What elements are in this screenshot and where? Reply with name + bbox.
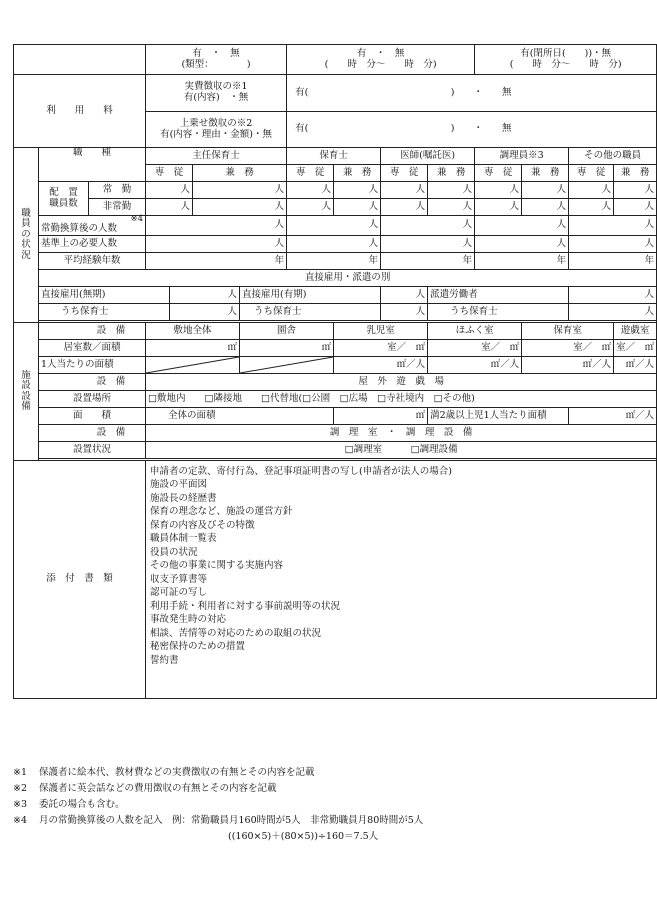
fte-row (14, 216, 657, 236)
person-field[interactable]: 人 (569, 236, 657, 253)
location-options[interactable]: □敷地内 □隣接地 □代替地(□公園 □広場 □寺社境内 □その他) (146, 391, 657, 408)
per-child-field[interactable]: ㎡／人 (614, 357, 657, 374)
year-field[interactable]: 年 (381, 253, 475, 270)
year-field[interactable]: 年 (569, 253, 657, 270)
na-cell (146, 357, 240, 374)
person-field[interactable]: 人 (193, 182, 287, 199)
person-field[interactable]: 人 (522, 182, 569, 199)
person-field[interactable]: 人 (569, 216, 657, 236)
room-area-field[interactable]: 室／ ㎡ (428, 340, 522, 357)
list-item: 認可証の写し (150, 587, 208, 599)
kitchen-row (14, 442, 657, 459)
na-cell (240, 357, 334, 374)
year-field[interactable]: 年 (287, 253, 381, 270)
parttime-row (14, 199, 657, 216)
fulltime-row (14, 182, 657, 199)
per-child-2yr-field[interactable]: ㎡／人 (569, 408, 657, 425)
attachments-label: 添 付 書 類 (14, 461, 146, 699)
person-field[interactable]: 人 (475, 199, 522, 216)
footnote-4: ※4 月の常勤換算後の人数を記入 例：常勤職員月160時間が5人 非常勤職員月80時間が5人 (13, 815, 424, 826)
footnote-3: ※3 委託の場合も含む。 (13, 799, 125, 810)
job-other: その他の職員 (569, 148, 657, 165)
kitchen-header-row (14, 425, 657, 442)
list-item: 収支予算書等 (150, 573, 208, 585)
person-field[interactable]: 人 (193, 199, 287, 216)
person-field[interactable]: 人 (614, 182, 657, 199)
senju-kenmu-row: 専 従 兼 務 専 従 兼 務 専 従 兼 務 専 従 兼 務 専 従 兼 務 (14, 165, 657, 182)
employment-header-row (14, 270, 657, 287)
person-field[interactable]: 人 (428, 199, 475, 216)
person-field[interactable]: 人 (381, 199, 428, 216)
employment-nursery-row (14, 304, 657, 321)
required-row (14, 236, 657, 253)
area-label: 面 積 (39, 408, 146, 425)
location-label: 設置場所 (39, 391, 146, 408)
room-area-field[interactable]: 室／ ㎡ (522, 340, 614, 357)
person-field[interactable]: 人 (475, 182, 522, 199)
room-crawl: ほふく室 (428, 323, 522, 340)
room-site: 敷地全体 (146, 323, 240, 340)
rooms-area-label: 居室数／面積 (39, 340, 146, 357)
of-which-nursery-label: うち保育士 (428, 304, 569, 321)
location-row (14, 391, 657, 408)
person-field[interactable]: 人 (334, 199, 381, 216)
list-item: 保育の理念など、施設の運営方針 (150, 506, 293, 518)
direct-fixed-label: 直接雇用(有期) (240, 287, 381, 304)
list-item: 職員体制一覧表 (150, 533, 217, 545)
employment-header: 直接雇用・派遣の別 (39, 270, 657, 287)
placement-label: 配 置 職員数 (39, 182, 89, 216)
list-item: 秘密保持のための措置 (150, 641, 246, 653)
rooms-header-row (14, 323, 657, 340)
job-cook: 調理員※3 (475, 148, 569, 165)
area-field[interactable]: ㎡ (240, 340, 334, 357)
fee-actual-row (14, 75, 657, 112)
area-field[interactable]: ㎡ (146, 340, 240, 357)
room-area-field[interactable]: 室／ ㎡ (614, 340, 657, 357)
person-field[interactable]: 人 (381, 216, 475, 236)
per-child-field[interactable]: ㎡／人 (522, 357, 614, 374)
per-child-row (14, 357, 657, 374)
person-field[interactable]: 人 (146, 199, 193, 216)
footnote-1: ※1 保護者に絵本代、教材費などの実費徴収の有無とその内容を記載 (13, 767, 315, 778)
fulltime-label: 常 勤 (89, 182, 146, 199)
top-row (14, 45, 657, 75)
person-field[interactable]: 人 (475, 236, 569, 253)
experience-row (14, 253, 657, 270)
person-field[interactable]: 人 (170, 287, 240, 304)
person-field[interactable]: 人 (569, 199, 614, 216)
outdoor-header: 屋 外 遊 戯 場 (146, 374, 657, 391)
list-item: 申請者の定款、寄付行為、登記事項証明書の写し(申請者が法人の場合) (150, 466, 452, 477)
person-field[interactable]: 人 (287, 236, 381, 253)
hours-cell[interactable]: 有 ・ 無 ( 時 分〜 時 分) (287, 45, 475, 75)
job-type-row (14, 148, 657, 165)
install-label: 設置状況 (39, 442, 146, 459)
person-field[interactable]: 人 (146, 182, 193, 199)
year-field[interactable]: 年 (475, 253, 569, 270)
room-area-field[interactable]: 室／ ㎡ (334, 340, 428, 357)
of-which-nursery-label: うち保育士 (39, 304, 170, 321)
dispatch-label: 派遣労働者 (428, 287, 569, 304)
area-row (14, 408, 657, 425)
list-item: 相談、苦情等の対応のための取組の状況 (150, 627, 322, 639)
person-field[interactable]: 人 (287, 199, 334, 216)
rooms-area-row (14, 340, 657, 357)
closed-day-cell[interactable]: 有(閉所日( ))・無 ( 時 分〜 時 分) (475, 45, 657, 75)
staff-section-label: 職 員 の 状 況 (14, 148, 39, 323)
parttime-label: 非常勤 (89, 199, 146, 216)
fees-label: 利 用 料 (14, 75, 146, 148)
list-item: 役員の状況 (150, 546, 198, 558)
form-table (13, 44, 657, 699)
person-field[interactable]: 人 (428, 182, 475, 199)
experience-label: 平均経験年数 (39, 253, 146, 270)
list-item: 施設の平面図 (150, 479, 208, 491)
extra-fee-label: 上乗せ徴収の※2 有(内容・理由・金額)・無 (146, 112, 287, 148)
room-nursery: 保育室 (522, 323, 614, 340)
person-field[interactable]: 人 (287, 216, 381, 236)
person-field[interactable]: 人 (475, 216, 569, 236)
person-field[interactable]: 人 (614, 199, 657, 216)
person-field[interactable]: 人 (569, 182, 614, 199)
total-area-field[interactable]: ㎡ (334, 408, 428, 425)
equipment-label: 設 備 (39, 374, 146, 391)
person-field[interactable]: 人 (569, 304, 657, 321)
person-field[interactable]: 人 (522, 199, 569, 216)
per-child-field[interactable]: ㎡／人 (334, 357, 428, 374)
person-field[interactable]: 人 (381, 304, 428, 321)
total-area-label: 全体の面積 (146, 408, 334, 425)
kitchen-header: 調 理 室 ・ 調 理 設 備 (146, 425, 657, 442)
person-field[interactable]: 人 (146, 216, 287, 236)
type-cell[interactable]: 有 ・ 無 (類型： ) (146, 45, 287, 75)
required-label: 基準上の必要人数 (39, 236, 146, 253)
list-item: その他の事業に関する実施内容 (150, 560, 284, 572)
list-item: 利用手続・利用者に対する事前説明等の状況 (150, 600, 341, 612)
formula: ((160×5)＋(80×5))÷160＝7.5人 (228, 831, 379, 842)
job-nursery-teacher: 保育士 (287, 148, 381, 165)
fte-label: ※4 常勤換算後の人数 (39, 216, 146, 236)
kitchen-options[interactable]: □調理室 □調理設備 (146, 442, 657, 459)
room-building: 園舎 (240, 323, 334, 340)
facility-section-label: 施 設 設 備 (14, 323, 39, 461)
attachments-list (146, 461, 657, 699)
equipment-label: 設 備 (39, 425, 146, 442)
person-field[interactable]: 人 (381, 287, 428, 304)
footnotes (13, 765, 623, 845)
per-child-2yr-label: 満2歳以上児1人当たり面積 (428, 408, 569, 425)
direct-indefinite-label: 直接雇用(無期) (39, 287, 170, 304)
per-child-field[interactable]: ㎡／人 (428, 357, 522, 374)
job-head-teacher: 主任保育士 (146, 148, 287, 165)
job-type-label: 職 種 (39, 148, 146, 182)
job-doctor: 医師(嘱託医) (381, 148, 475, 165)
person-field[interactable]: 人 (334, 182, 381, 199)
equipment-label: 設 備 (39, 323, 146, 340)
extra-fee-value[interactable]: 有( ) ・ 無 (287, 112, 657, 148)
per-child-label: 1人当たりの面積 (39, 357, 146, 374)
actual-fee-value[interactable]: 有( ) ・ 無 (287, 75, 657, 112)
outdoor-header-row (14, 374, 657, 391)
person-field[interactable]: 人 (381, 236, 475, 253)
employment-row (14, 287, 657, 304)
room-play: 遊戯室 (614, 323, 657, 340)
person-field[interactable]: 人 (381, 182, 428, 199)
of-which-nursery-label: うち保育士 (240, 304, 381, 321)
person-field[interactable]: 人 (146, 236, 287, 253)
person-field[interactable]: 人 (569, 287, 657, 304)
attachments-row (14, 461, 657, 699)
list-item: 施設長の経歴書 (150, 492, 217, 504)
actual-fee-label: 実費徴収の※1 有(内容) ・無 (146, 75, 287, 112)
list-item: 事故発生時の対応 (150, 614, 227, 626)
footnote-2: ※2 保護者に英会話などの費用徴収の有無とその内容を記載 (13, 783, 277, 794)
list-item: 誓約書 (150, 654, 179, 666)
list-item: 保育の内容及びその特徴 (150, 519, 255, 531)
person-field[interactable]: 人 (287, 182, 334, 199)
person-field[interactable]: 人 (170, 304, 240, 321)
room-infant: 乳児室 (334, 323, 428, 340)
year-field[interactable]: 年 (146, 253, 287, 270)
